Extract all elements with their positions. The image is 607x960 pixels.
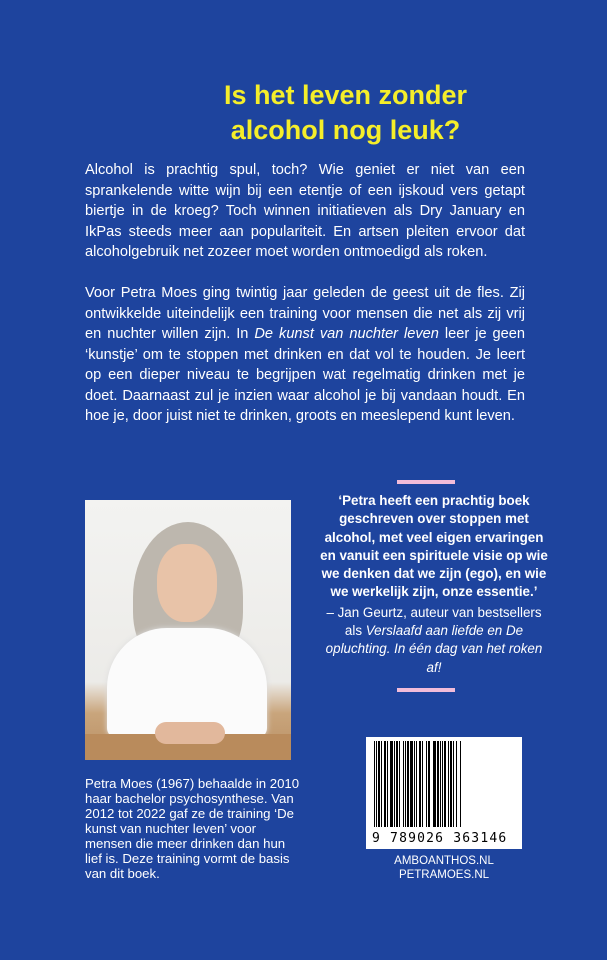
quote-attribution	[320, 604, 548, 677]
attr-book-2: De opluchting. In één dag van het roken af!	[325, 623, 543, 675]
blurb-paragraph-1: Alcohol is prachtig spul, toch? Wie geniet er niet van een sprankelende witte wijn bij een etentje of een ijskoud vers getapt biertje in de kroeg? Toch winnen initiatieven als Dry January en IkPas steeds meer aan populariteit. En artsen pleiten ervoor dat alcoholgebruik net zozeer moet worden ontmoedigd als roken.	[85, 162, 525, 260]
attr-text: en	[483, 623, 506, 639]
cover-headline	[0, 78, 607, 148]
headline-line-2: alcohol nog leuk?	[230, 115, 461, 145]
isbn-number: 9 789026 363146	[372, 831, 508, 846]
blurb-text: Voor Petra Moes ging twintig jaar geleden de geest uit de fles. Zij ontwikkelde uiteindelijk een training voor mensen die net als zij vrij en nuchter willen zijn. In	[85, 285, 525, 342]
barcode-bars	[374, 741, 514, 827]
endorsement-quote	[320, 492, 548, 677]
website-author: PETRAMOES.NL	[398, 869, 490, 881]
attr-book-1: Verslaafd aan liefde	[365, 623, 484, 639]
pink-divider-bottom	[397, 688, 455, 692]
pink-divider-top	[397, 480, 455, 484]
author-bio: Petra Moes (1967) behaalde in 2010 haar bachelor psychosynthese. Van 2012 tot 2022 gaf ze de training ‘De kunst van nuchter leven’ voor mensen die meer drinken dan hun lief is. Deze training vormt de basis van dit boek.	[85, 776, 300, 881]
isbn-barcode	[366, 737, 522, 849]
blurb-text: leer je geen ‘kunstje’ om te stoppen met drinken en dat vol te houden. Je leert op een dieper niveau te begrijpen wat regelmatig drinken met je doet. Daarnaast zul je inzien waar alcohol je bij vandaan houdt. En hoe je, door juist niet te drinken, groots en meeslepend kunt leven.	[85, 326, 525, 424]
photo-hands	[155, 722, 225, 744]
websites	[366, 854, 522, 882]
barcode-bar	[461, 741, 462, 827]
website-publisher: AMBOANTHOS.NL	[394, 855, 494, 867]
attr-text: – Jan Geurtz, auteur van bestsellers als	[326, 604, 542, 639]
book-title: De kunst van nuchter leven	[254, 326, 439, 342]
photo-face	[157, 544, 217, 622]
author-photo	[85, 500, 291, 760]
quote-text: ‘Petra heeft een prachtig boek geschreven over stoppen met alcohol, met veel eigen ervaringen en vanuit een spirituele visie op wie we denken dat we zijn (ego), en wie we werkelijk zijn, onze essentie.’	[320, 493, 548, 600]
headline-line-1: Is het leven zonder	[223, 80, 468, 110]
blurb-paragraph-2	[85, 283, 525, 427]
